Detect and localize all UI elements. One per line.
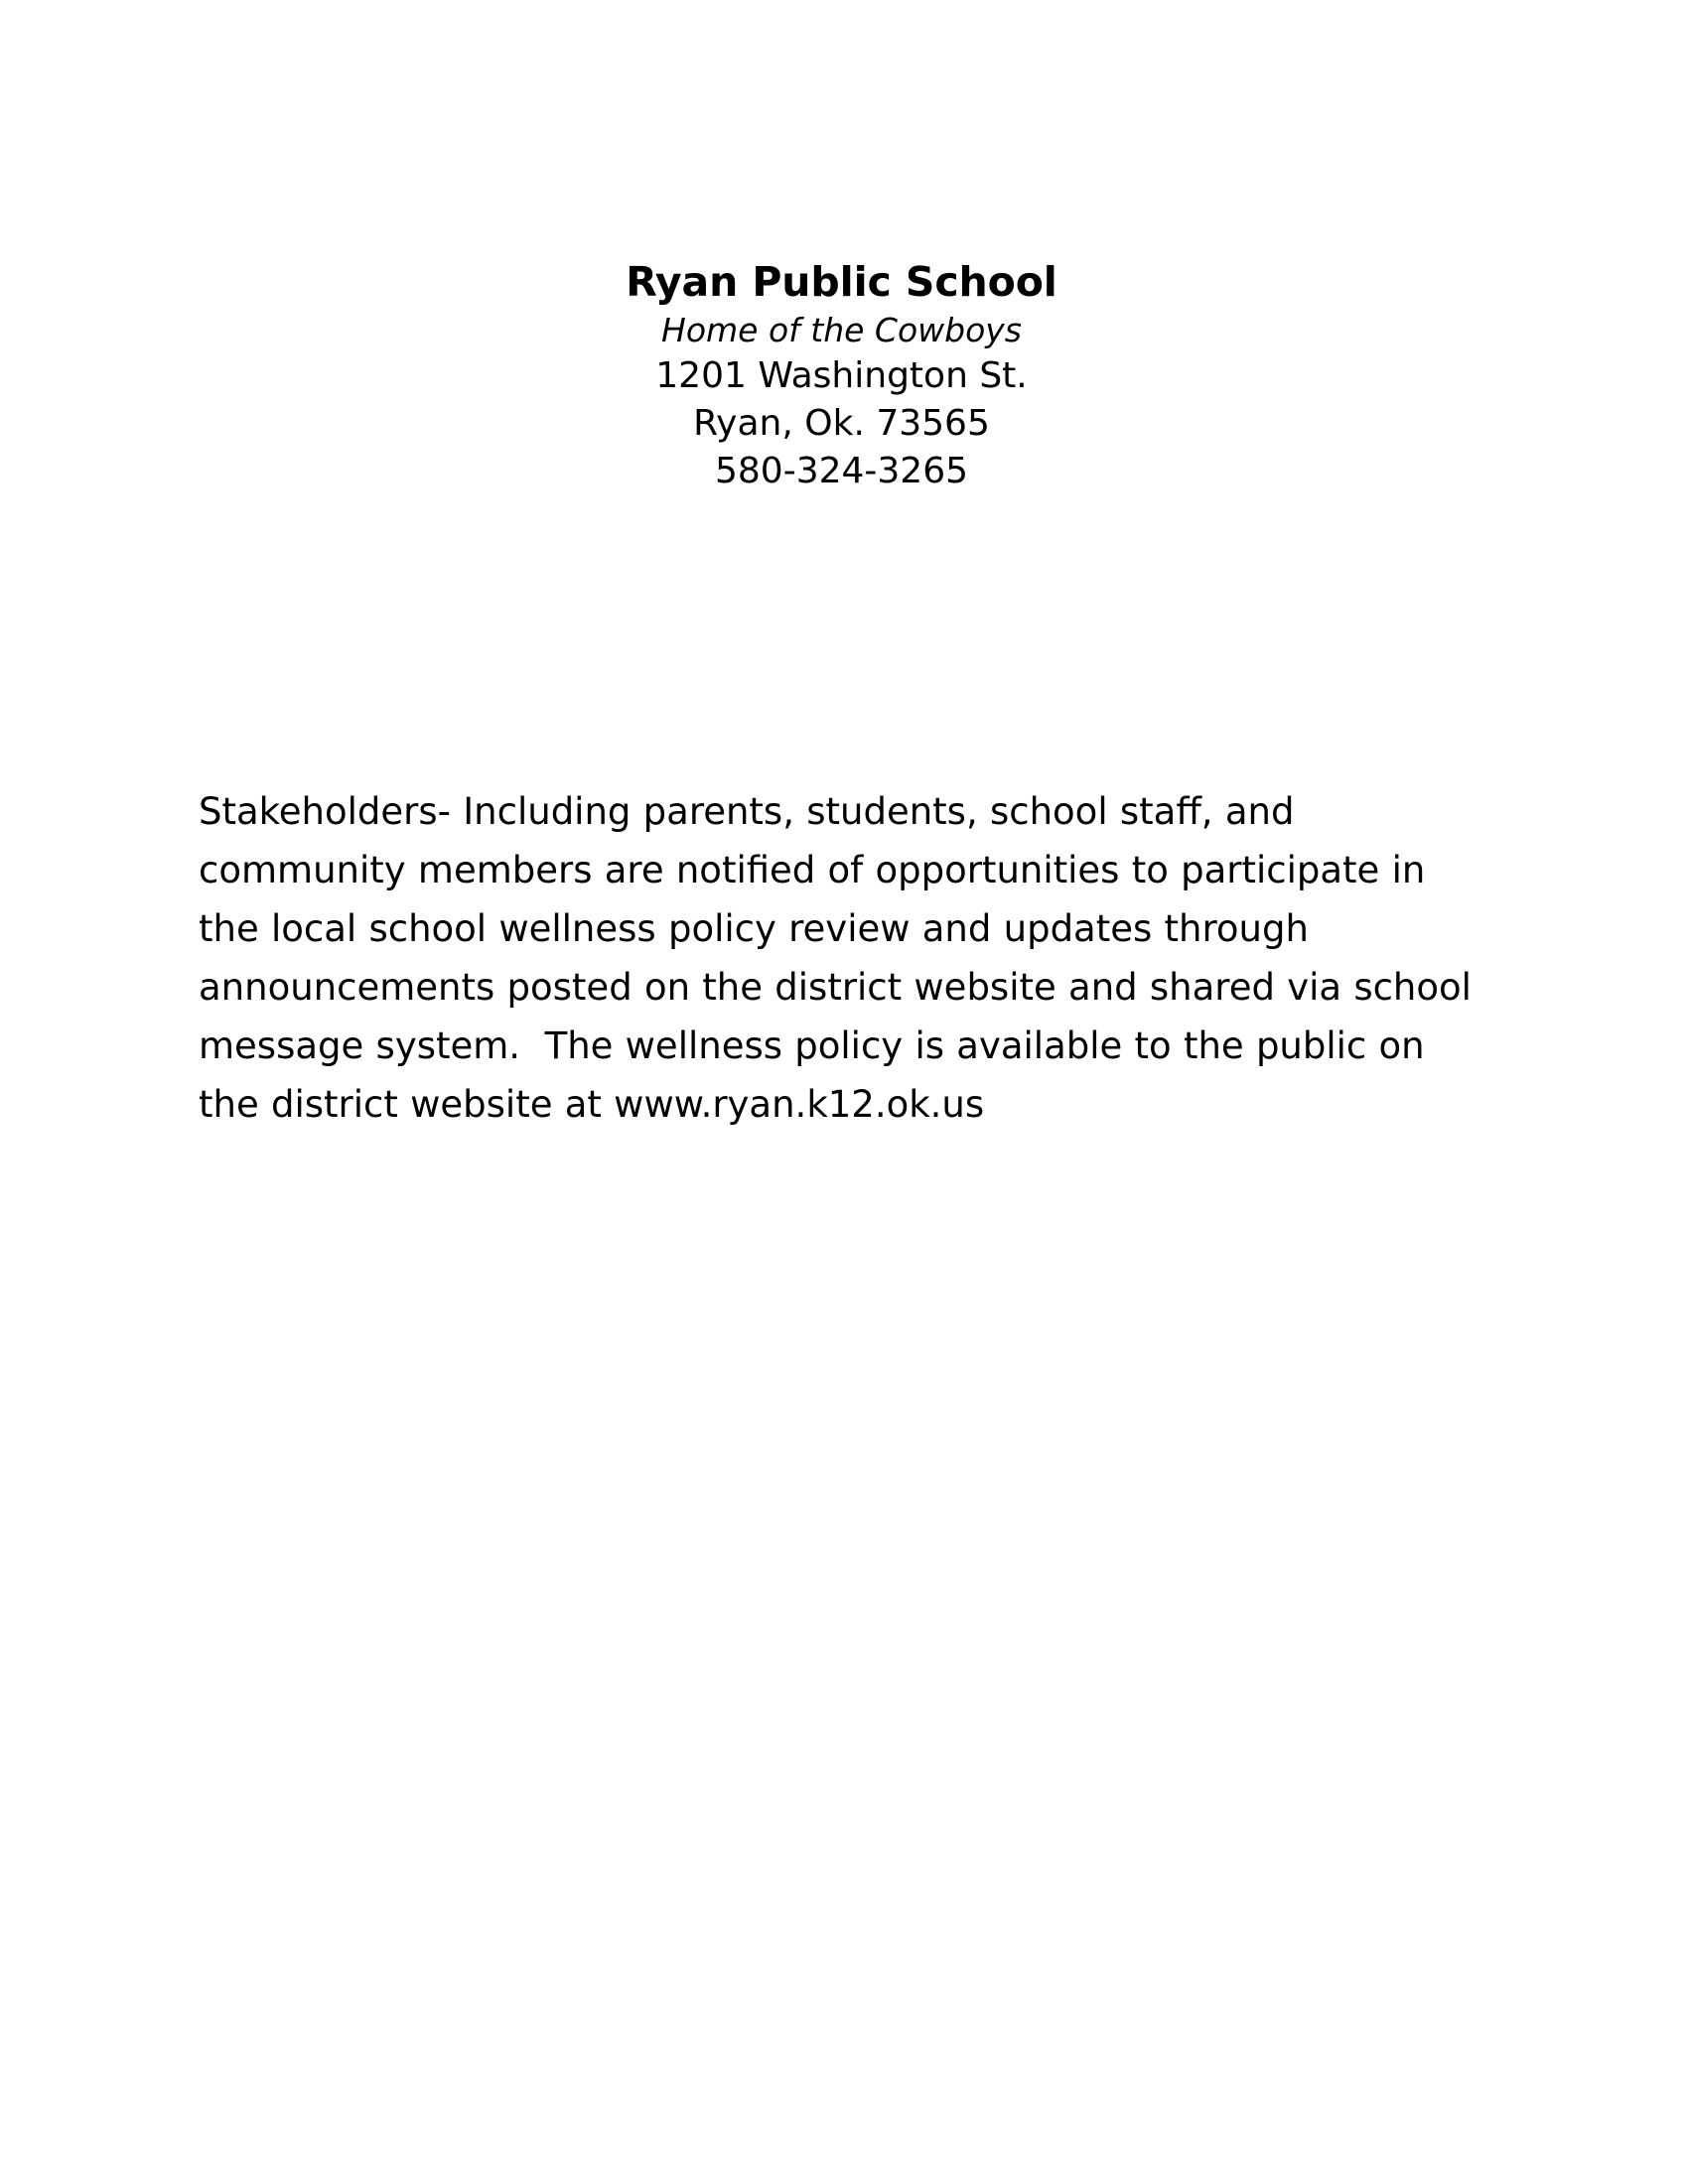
letterhead-block	[199, 256, 1484, 495]
body-content	[199, 782, 1489, 1134]
school-name-heading: Ryan Public School	[626, 258, 1057, 306]
stakeholder-notification-paragraph: Stakeholders- Including parents, students, school staff, and community members are notified of opportunities to participate in the local school wellness policy review and updates through announcements posted on the district website and shared via school message system. The wellness policy is available to the public on the district website at www.ryan.k12.ok.us	[199, 790, 1484, 1126]
address-phone: 580-324-3265	[714, 451, 969, 491]
address-city-state-zip: Ryan, Ok. 73565	[693, 403, 990, 444]
school-tagline: Home of the Cowboys	[661, 311, 1022, 349]
address-street: 1201 Washington St.	[655, 355, 1028, 396]
